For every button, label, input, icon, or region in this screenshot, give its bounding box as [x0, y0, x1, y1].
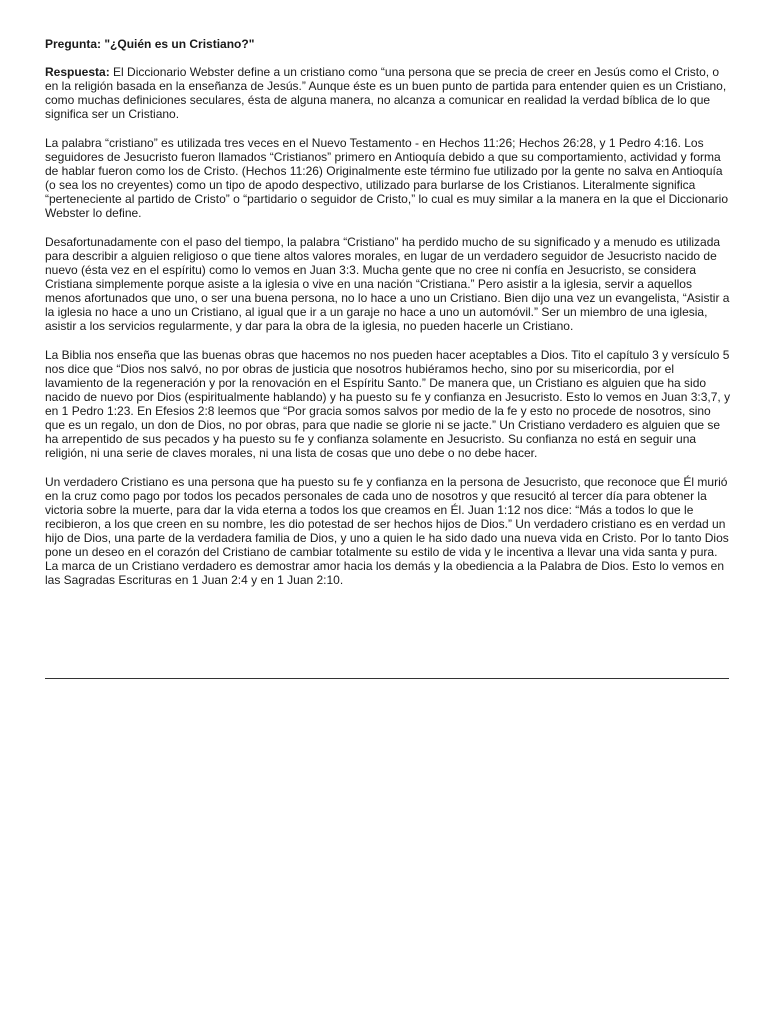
answer-intro-text: El Diccionario Webster define a un cristiano como “una persona que se precia de creer en Jesús como el Cristo, o en la religión basada en la enseñanza de Jesús.” Aunque éste es un buen punto de partida para entender quien es un Cristiano, como muchas definiciones seculares, ésta de alguna manera, no alcanza a comunicar en realidad la verdad bíblica de lo que significa ser un Cristiano.: [45, 65, 727, 121]
horizontal-divider: [45, 678, 729, 679]
body-paragraph-3: La Biblia nos enseña que las buenas obras que hacemos no nos pueden hacer aceptables a Dios. Tito el capítulo 3 y versículo 5 nos dice que “Dios nos salvó, no por obras de justicia que nosotros hubiéramos hecho, sino por su misericordia, por el lavamiento de la regeneración y por la renovación en el Espíritu Santo.” De manera que, un Cristiano es alguien que ha sido nacido de nuevo por Dios (espiritualmente hablando) y ha puesto su fe y confianza en Jesucristo. Esto lo vemos en Juan 3:3,7, y en 1 Pedro 1:23. En Efesios 2:8 leemos que “Por gracia somos salvos por medio de la fe y esto no procede de nosotros, sino que es un regalo, un don de Dios, no por obras, para que nadie se glorie ni se jacte.” Un Cristiano verdadero es alguien que se ha arrepentido de sus pecados y ha puesto su fe y confianza solamente en Jesucristo. Su confianza no está en seguir una religión, ni una serie de claves morales, ni una lista de cosas que uno debe o no debe hacer.: [45, 348, 731, 460]
body-paragraph-1: La palabra “cristiano” es utilizada tres veces en el Nuevo Testamento - en Hechos 11:26; Hechos 26:28, y 1 Pedro 4:16. Los seguidores de Jesucristo fueron llamados “Cristianos” primero en Antioquía debido a que su comportamiento, actividad y forma de hablar fueron como los de Cristo. (Hechos 11:26) Originalmente este término fue utilizado por la gente no salva en Antioquía (o sea los no creyentes) como un tipo de apodo despectivo, utilizado para burlarse de los Cristianos. Literalmente significa “perteneciente al partido de Cristo” o “partidario o seguidor de Cristo,” lo cual es muy similar a la manera en la que el Diccionario Webster lo define.: [45, 136, 728, 220]
answer-paragraph: [45, 65, 731, 121]
answer-label: Respuesta:: [45, 65, 110, 79]
body-paragraph-2: Desafortunadamente con el paso del tiempo, la palabra “Cristiano” ha perdido mucho de su significado y a menudo es utilizada para describir a alguien religioso o que tiene altos valores morales, en lugar de un verdadero seguidor de Jesucristo nacido de nuevo (ésta vez en el espíritu) como lo vemos en Juan 3:3. Mucha gente que no cree ni confía en Jesucristo, se considera Cristiana simplemente porque asiste a la iglesia o vive en una nación “Cristiana.” Pero asistir a la iglesia, servir a aquellos menos afortunados que uno, o ser una buena persona, no lo hace a uno un Cristiano. Bien dijo una vez un evangelista, “Asistir a la iglesia no hace a uno un Cristiano, al igual que ir a un garaje no hace a uno un automóvil.” Ser un miembro de una iglesia, asistir a los servicios regularmente, y dar para la obra de la iglesia, no pueden hacerle un Cristiano.: [45, 235, 730, 333]
body-paragraph-4: Un verdadero Cristiano es una persona que ha puesto su fe y confianza en la persona de Jesucristo, que reconoce que Él murió en la cruz como pago por todos los pecados personales de cada uno de nosotros y que resucitó al tercer día para obtener la victoria sobre la muerte, para dar la vida eterna a todos los que creamos en Él. Juan 1:12 nos dice: “Más a todos lo que le recibieron, a los que creen en su nombre, les dio potestad de ser hechos hijos de Dios.” Un verdadero cristiano es en verdad un hijo de Dios, una parte de la verdadera familia de Dios, y uno a quien le ha sido dado una nueva vida en Cristo. Por lo tanto Dios pone un deseo en el corazón del Cristiano de cambiar totalmente su estilo de vida y le incentiva a llevar una vida santa y pura. La marca de un Cristiano verdadero es demostrar amor hacia los demás y la obediencia a la Palabra de Dios. Esto lo vemos en las Sagradas Escrituras en 1 Juan 2:4 y en 1 Juan 2:10.: [45, 475, 729, 587]
question-heading: Pregunta: "¿Quién es un Cristiano?": [45, 37, 255, 51]
document-body: [45, 37, 731, 602]
